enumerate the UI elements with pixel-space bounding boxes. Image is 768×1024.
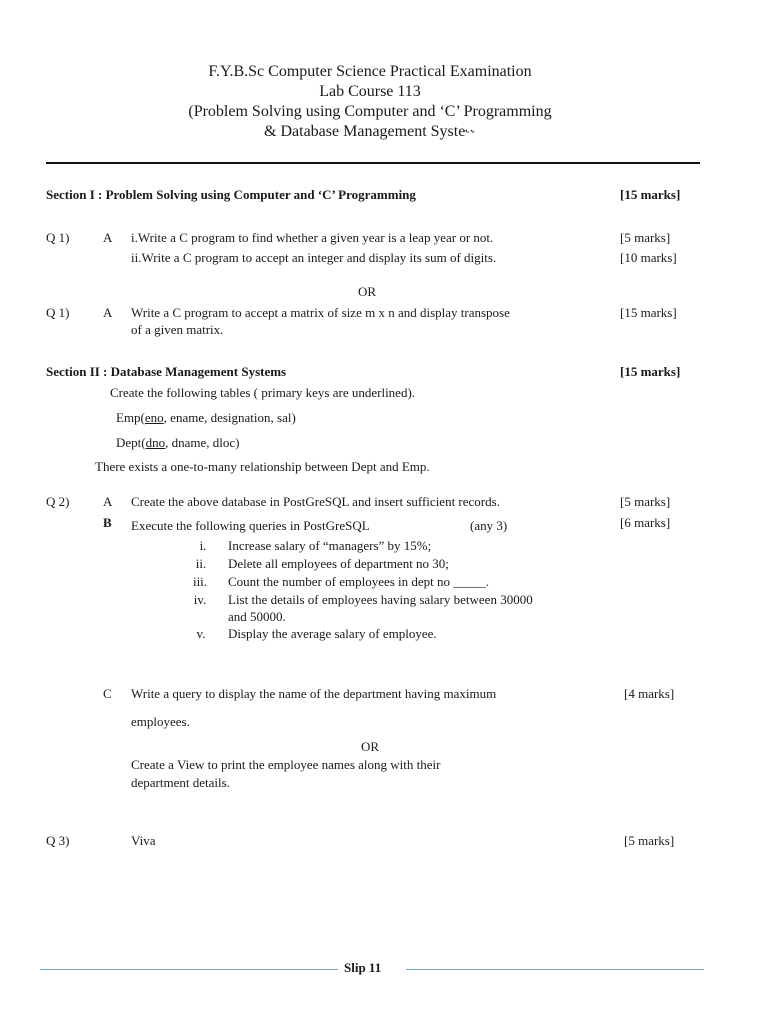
q1-alt-line1: Write a C program to accept a matrix of size m x n and display transpose: [131, 305, 510, 320]
q2-part-b: B: [103, 515, 112, 530]
relationship-note: There exists a one-to-many relationship between Dept and Emp.: [95, 459, 430, 474]
query-1-text: Increase salary of “managers” by 15%;: [228, 538, 432, 553]
query-5-num: v.: [196, 626, 206, 641]
section2-marks: [15 marks]: [620, 364, 681, 379]
q2-number: Q 2): [46, 494, 70, 509]
q1-alt-number: Q 1): [46, 305, 70, 320]
q2-part-a: A: [103, 494, 113, 509]
header-divider: [46, 162, 700, 164]
emp-primary-key: eno: [144, 410, 164, 425]
section1-marks: [15 marks]: [620, 187, 681, 202]
q1-item2-marks: [10 marks]: [620, 250, 677, 265]
course-subtitle-2: & Database Management Syste˞˞: [264, 123, 476, 140]
query-1-num: i.: [199, 538, 207, 553]
q2-c-line2: employees.: [131, 714, 190, 729]
q2-part-c: C: [103, 686, 112, 701]
q2-b-any: (any 3): [470, 518, 508, 533]
q1-item1-marks: [5 marks]: [620, 230, 671, 245]
query-3-text: Count the number of employees in dept no _____.: [228, 574, 490, 589]
q3-text: Viva: [131, 833, 156, 848]
slip-number: Slip 11: [344, 960, 382, 975]
q2-b-text: Execute the following queries in PostGreSQL: [131, 518, 370, 533]
dept-table-schema: [116, 435, 239, 452]
query-4-text: List the details of employees having salary between 30000: [228, 592, 533, 607]
query-2-text: Delete all employees of department no 30;: [228, 556, 449, 571]
dept-primary-key: dno: [145, 435, 166, 450]
q1-alt-line2: of a given matrix.: [131, 322, 224, 337]
q2-c-marks: [4 marks]: [624, 686, 675, 701]
emp-columns: , ename, designation, sal): [163, 410, 296, 425]
query-2-num: ii.: [195, 556, 207, 571]
dept-prefix: Dept(: [116, 435, 146, 450]
q2-c-alt-line1: Create a View to print the employee names along with their: [131, 757, 441, 772]
q1-part-a: A: [103, 230, 113, 245]
section1-or: OR: [358, 284, 377, 299]
emp-table-schema: [116, 410, 296, 427]
q2-a-text: Create the above database in PostGreSQL and insert sufficient records.: [131, 494, 500, 509]
q2-b-marks: [6 marks]: [620, 515, 671, 530]
q1-item1: i.Write a C program to find whether a given year is a leap year or not.: [131, 230, 494, 245]
q1-alt-part-a: A: [103, 305, 113, 320]
dept-columns: , dname, dloc): [165, 435, 240, 450]
exam-header: [0, 62, 740, 142]
footer-rule-left: [40, 969, 338, 970]
tables-intro: Create the following tables ( primary keys are underlined).: [110, 385, 416, 400]
emp-prefix: Emp(: [116, 410, 145, 425]
q2-c-line1: Write a query to display the name of the department having maximum: [131, 686, 497, 701]
query-4-num: iv.: [193, 592, 207, 607]
q3-number: Q 3): [46, 833, 70, 848]
section1-title: Section I : Problem Solving using Computer and ‘C’ Programming: [46, 187, 416, 202]
course-subtitle-1: (Problem Solving using Computer and ‘C’ Programming: [188, 103, 552, 120]
lab-course: Lab Course 113: [319, 83, 421, 100]
q2-c-alt-line2: department details.: [131, 775, 230, 790]
q1-number: Q 1): [46, 230, 70, 245]
query-4-text-cont: and 50000.: [228, 609, 286, 624]
q3-marks: [5 marks]: [624, 833, 675, 848]
q1-item2: ii.Write a C program to accept an integer and display its sum of digits.: [131, 250, 497, 265]
q1-alt-marks: [15 marks]: [620, 305, 677, 320]
exam-title: F.Y.B.Sc Computer Science Practical Examination: [208, 63, 532, 80]
q2-a-marks: [5 marks]: [620, 494, 671, 509]
query-5-text: Display the average salary of employee.: [228, 626, 437, 641]
q2-c-or: OR: [361, 739, 380, 754]
query-3-num: iii.: [192, 574, 208, 589]
footer-rule-right: [406, 969, 704, 970]
section2-title: Section II : Database Management Systems: [46, 364, 287, 379]
